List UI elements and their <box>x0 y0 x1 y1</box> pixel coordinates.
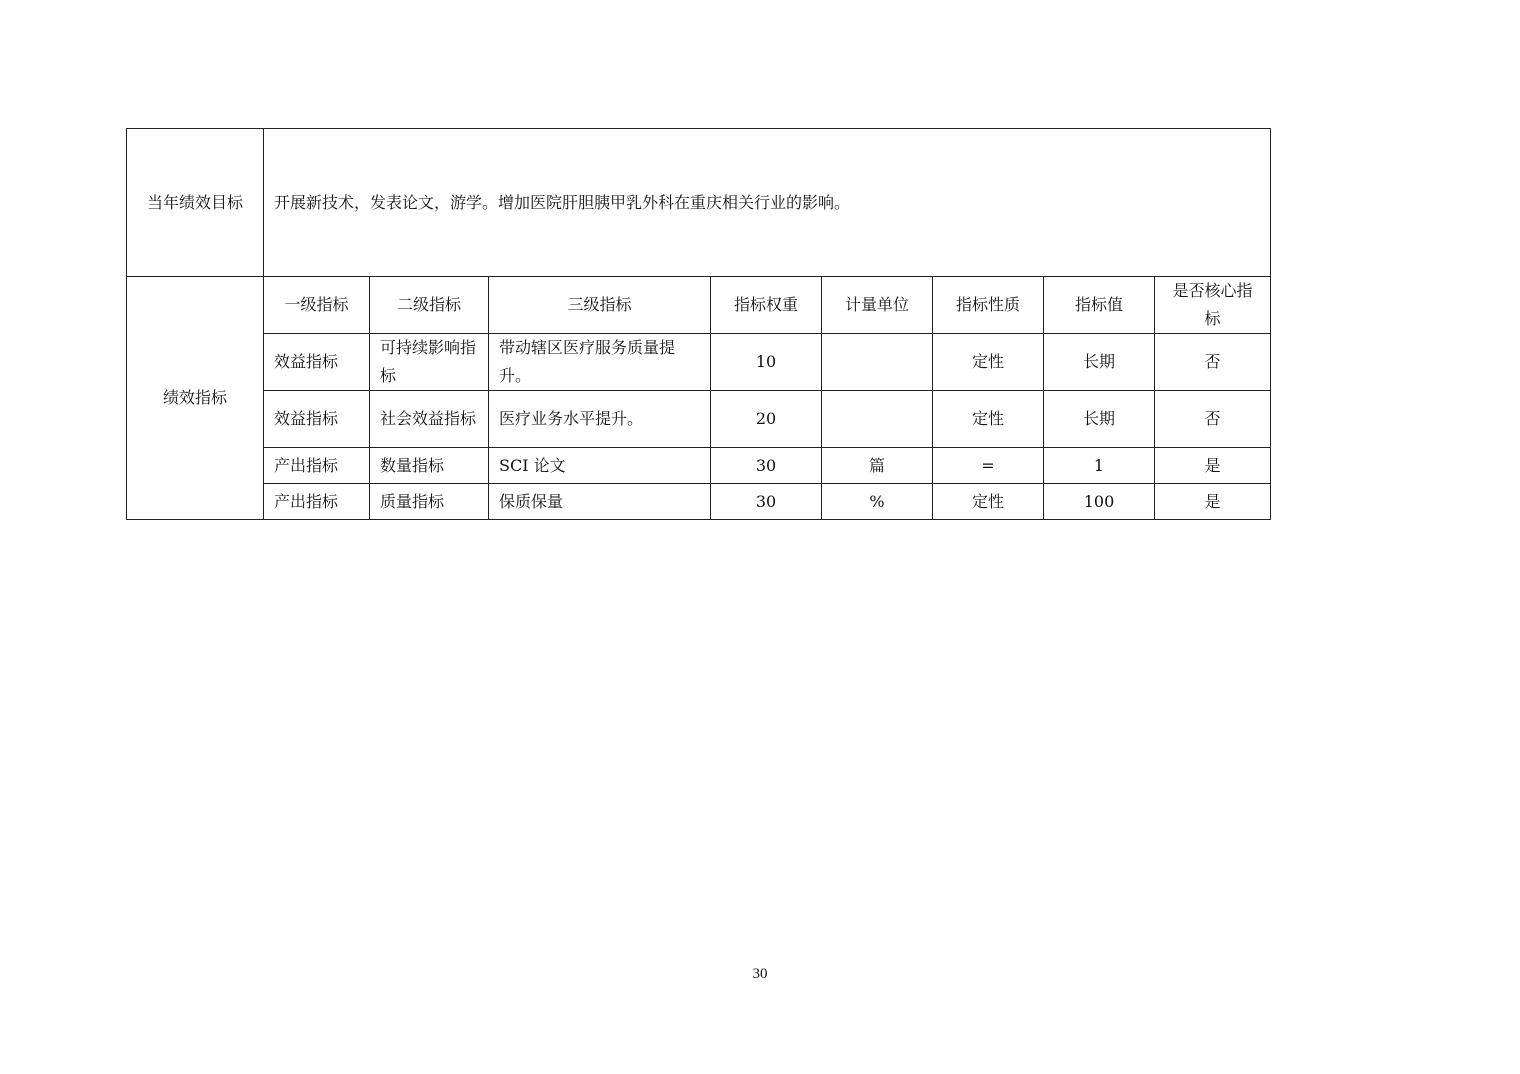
cell-level3: 保质保量 <box>489 484 711 520</box>
cell-unit <box>822 334 933 391</box>
cell-level3: 带动辖区医疗服务质量提升。 <box>489 334 711 391</box>
header-level2: 二级指标 <box>370 277 489 334</box>
cell-level3: 医疗业务水平提升。 <box>489 391 711 448</box>
cell-weight: 30 <box>711 484 822 520</box>
cell-weight: 20 <box>711 391 822 448</box>
cell-level2: 质量指标 <box>370 484 489 520</box>
cell-weight: 10 <box>711 334 822 391</box>
cell-level1: 产出指标 <box>264 484 370 520</box>
cell-core: 是 <box>1155 448 1271 484</box>
cell-value: 1 <box>1044 448 1155 484</box>
table-row <box>127 391 1271 448</box>
indicator-header-row <box>127 277 1271 334</box>
goal-row <box>127 129 1271 277</box>
goal-label: 当年绩效目标 <box>127 129 264 277</box>
cell-unit <box>822 391 933 448</box>
cell-weight: 30 <box>711 448 822 484</box>
goal-text: 开展新技术，发表论文，游学。增加医院肝胆胰甲乳外科在重庆相关行业的影响。 <box>264 129 1271 277</box>
header-level1: 一级指标 <box>264 277 370 334</box>
header-level3: 三级指标 <box>489 277 711 334</box>
cell-unit: % <box>822 484 933 520</box>
cell-level3: SCI 论文 <box>489 448 711 484</box>
header-value: 指标值 <box>1044 277 1155 334</box>
cell-core: 否 <box>1155 391 1271 448</box>
header-core: 是否核心指标 <box>1155 277 1271 334</box>
cell-core: 是 <box>1155 484 1271 520</box>
header-unit: 计量单位 <box>822 277 933 334</box>
header-nature: 指标性质 <box>933 277 1044 334</box>
page-number: 30 <box>752 966 768 982</box>
indicators-label: 绩效指标 <box>127 277 264 520</box>
cell-nature: 定性 <box>933 334 1044 391</box>
cell-level1: 效益指标 <box>264 391 370 448</box>
cell-level2: 社会效益指标 <box>370 391 489 448</box>
cell-core: 否 <box>1155 334 1271 391</box>
table-row <box>127 448 1271 484</box>
header-weight: 指标权重 <box>711 277 822 334</box>
cell-level2: 数量指标 <box>370 448 489 484</box>
cell-nature: 定性 <box>933 484 1044 520</box>
cell-value: 长期 <box>1044 391 1155 448</box>
performance-table <box>126 128 1271 520</box>
cell-level1: 产出指标 <box>264 448 370 484</box>
cell-value: 长期 <box>1044 334 1155 391</box>
cell-value: 100 <box>1044 484 1155 520</box>
cell-level1: 效益指标 <box>264 334 370 391</box>
cell-level2: 可持续影响指标 <box>370 334 489 391</box>
cell-nature: = <box>933 448 1044 484</box>
table-row <box>127 484 1271 520</box>
cell-unit: 篇 <box>822 448 933 484</box>
table-row <box>127 334 1271 391</box>
cell-nature: 定性 <box>933 391 1044 448</box>
